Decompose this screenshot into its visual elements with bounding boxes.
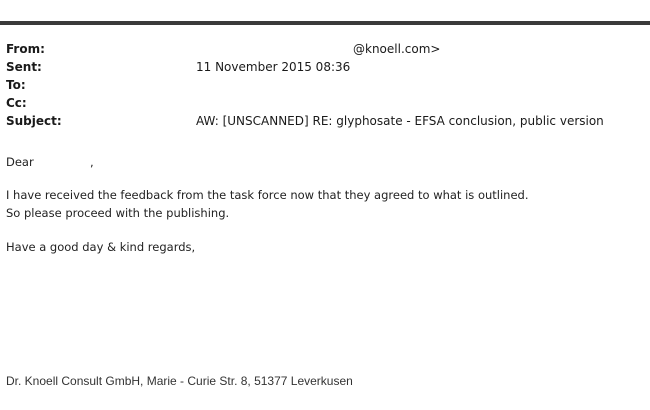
cc-label: Cc: xyxy=(6,96,27,110)
body-line-2: So please proceed with the publishing. xyxy=(6,206,230,220)
body-line-1: I have received the feedback from the task force now that they agreed to what is outlined. xyxy=(6,188,529,202)
closing: Have a good day & kind regards, xyxy=(6,240,196,254)
sent-value: 11 November 2015 08:36 xyxy=(196,60,351,74)
signature-address: Dr. Knoell Consult GmbH, Marie - Curie Str. 8, 51377 Leverkusen xyxy=(6,374,353,388)
to-label: To: xyxy=(6,78,26,92)
from-label: From: xyxy=(6,42,45,56)
sent-row xyxy=(6,58,646,76)
from-row xyxy=(6,40,646,58)
greeting: Dear xyxy=(6,155,34,169)
greeting-comma: , xyxy=(90,155,94,169)
to-row xyxy=(6,76,646,94)
from-value: @knoell.com> xyxy=(353,42,441,56)
top-divider xyxy=(0,21,650,25)
subject-label: Subject: xyxy=(6,114,62,128)
subject-value: AW: [UNSCANNED] RE: glyphosate - EFSA conclusion, public version xyxy=(196,114,604,128)
email-header xyxy=(6,40,646,130)
cc-row xyxy=(6,94,646,112)
subject-row xyxy=(6,112,646,130)
sent-label: Sent: xyxy=(6,60,42,74)
